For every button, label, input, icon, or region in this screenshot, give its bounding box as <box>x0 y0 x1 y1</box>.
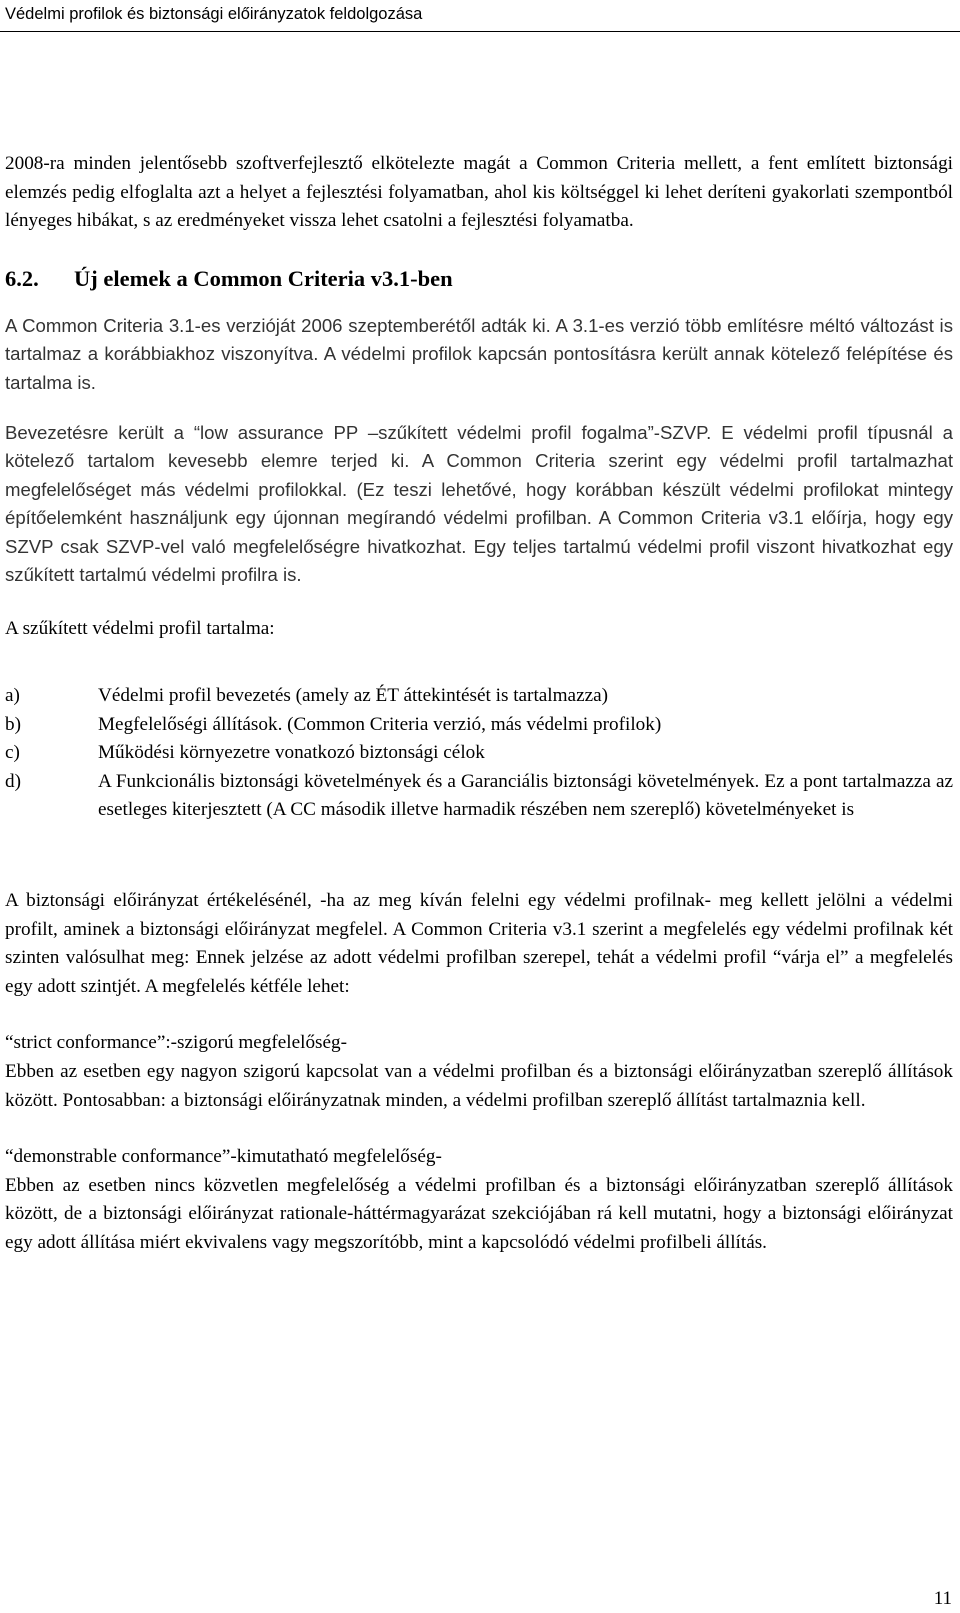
list-item-marker: d) <box>5 770 21 792</box>
list-item <box>5 768 953 825</box>
list-item <box>5 682 953 711</box>
page-header-title: Védelmi profilok és biztonsági előirányzatok feldolgozása <box>5 5 423 23</box>
section-number: 6.2. <box>5 265 39 291</box>
demonstrable-conformance-term: “demonstrable conformance”-kimutatható megfelelőség- <box>5 1146 442 1168</box>
intro-paragraph: 2008-ra minden jelentősebb szoftverfejlesztő elkötelezte magát a Common Criteria mellett, a fent említett biztonsági elemzés pedig elfoglalta azt a helyet a fejlesztési folyamatban, ahol kis költséggel ki lehet deríteni gyakorlati szempontból lényeges hibákat, s az eredményeket vissza lehet csatolni a fejlesztési folyamatba. <box>5 153 953 232</box>
list-item-text: A Funkcionális biztonsági követelmények és a Garanciális biztonsági követelmények. Ez a pont tartalmazza az esetleges kiterjesztett (A CC második illetve harmadik részében nem szereplő) követelményeket is <box>98 770 953 821</box>
list-item <box>5 739 953 768</box>
strict-conformance-text: Ebben az esetben egy nagyon szigorú kapcsolat van a védelmi profilban és a biztonsági előirányzatban szereplő állítások között. Pontosabban: a biztonsági előirányzatnak minden, a védelmi profilban szereplő állítást tartalmaznia kell. <box>5 1060 953 1111</box>
list-item-text: Működési környezetre vonatkozó biztonsági célok <box>98 742 485 764</box>
list-item-text: Védelmi profil bevezetés (amely az ÉT áttekintését is tartalmazza) <box>98 685 609 707</box>
list-item-marker: a) <box>5 685 20 707</box>
header-rule <box>0 31 960 32</box>
section-paragraph-2: Bevezetésre került a “low assurance PP –szűkített védelmi profil fogalma”-SZVP. E védelmi profil típusnál a kötelező tartalom kevesebb elemre terjed ki. A Common Criteria szerint egy védelmi profil tartalmazhat megfelelőséget más védelmi profilokkal. (Ez teszi lehetővé, hogy korábban készült védelmi profilokat mintegy építőelemként használjunk egy újonnan megírandó védelmi profilban. A Common Criteria v3.1 előírja, hogy egy SZVP csak SZVP-vel való megfelelőségre hivatkozhat. Egy teljes tartalmú védelmi profil viszont hivatkozhat egy szűkített tartalmú védelmi profilra is. <box>5 422 953 586</box>
content-list <box>5 682 953 825</box>
list-item-marker: c) <box>5 742 20 764</box>
list-item-text: Megfelelőségi állítások. (Common Criteria verzió, más védelmi profilok) <box>98 713 662 735</box>
section-heading <box>5 266 953 292</box>
list-item-marker: b) <box>5 713 21 735</box>
section-paragraph-3: A biztonsági előirányzat értékelésénél, -ha az meg kíván felelni egy védelmi profilnak- meg kellett jelölni a védelmi profilt, aminek a biztonsági előirányzat megfelel. A Common Criteria v3.1 szerint a megfelelés egy védelmi profilnak két szinten valósulhat meg: Ennek jelzése az adott védelmi profilban szerepel, tehát a védelmi profil “várja el” a megfelelés egy adott szintjét. A megfelelés kétféle lehet: <box>5 890 953 997</box>
section-paragraph-1: A Common Criteria 3.1-es verzióját 2006 szeptemberétől adták ki. A 3.1-es verzió több említésre méltó változást is tartalmaz a korábbiakhoz viszonyítva. A védelmi profilok kapcsán pontosításra került annak kötelező felépítése és tartalma is. <box>5 314 953 393</box>
list-intro: A szűkített védelmi profil tartalma: <box>5 618 275 640</box>
page-number: 11 <box>933 1588 952 1609</box>
document-body <box>5 150 953 1258</box>
strict-conformance-term: “strict conformance”:-szigorú megfelelőség- <box>5 1032 348 1054</box>
demonstrable-conformance-text: Ebben az esetben nincs közvetlen megfelelőség a védelmi profilban és a biztonsági előirányzatban szereplő állítások között, de a biztonsági előirányzat rationale-háttérmagyarázat szekciójában rá kell mutatni, hogy a biztonsági előirányzat egy adott állítása miért ekvivalens vagy megszorítóbb, mint a kapcsolódó védelmi profilbeli állítás. <box>5 1174 953 1253</box>
list-item <box>5 711 953 740</box>
section-title: Új elemek a Common Criteria v3.1-ben <box>74 265 453 291</box>
